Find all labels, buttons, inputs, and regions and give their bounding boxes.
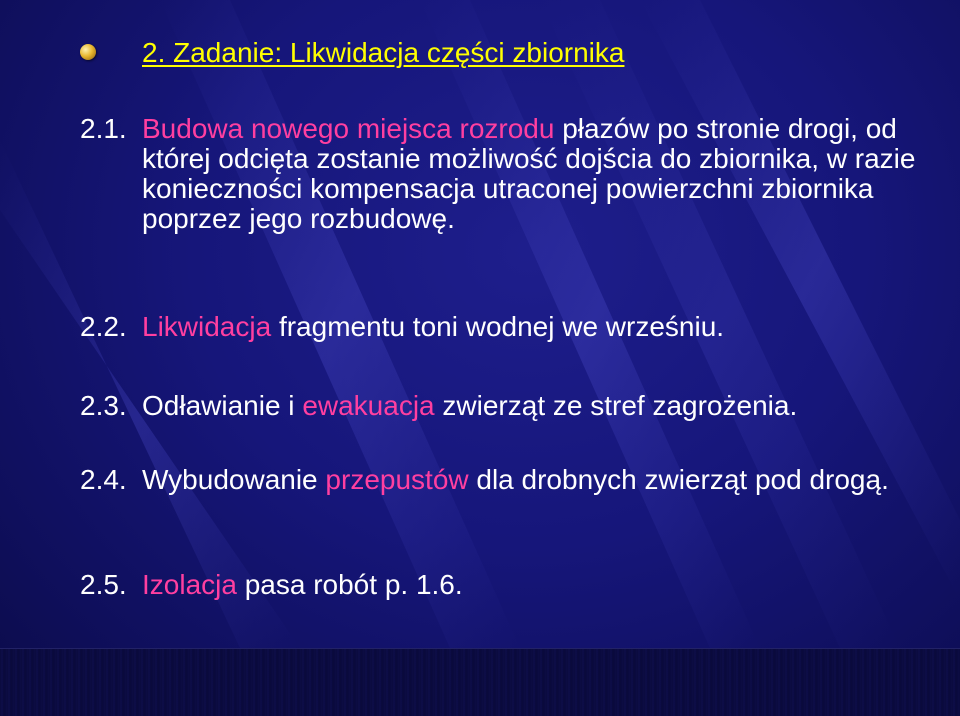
- item-text-before: Wybudowanie: [142, 464, 326, 495]
- item-number: 2.4.: [80, 464, 127, 495]
- slide-title: 2. Zadanie: Likwidacja części zbiornika: [142, 37, 625, 68]
- list-item-2-5: [80, 570, 930, 600]
- list-item-2-4: [80, 465, 930, 495]
- item-text: zwierząt ze stref zagrożenia.: [434, 390, 798, 421]
- item-text: fragmentu toni wodnej we wrześniu.: [271, 311, 725, 342]
- item-body: [142, 391, 930, 421]
- item-body: [142, 312, 930, 342]
- item-number: 2.3.: [80, 390, 127, 421]
- item-text-before: Odławianie i: [142, 390, 303, 421]
- list-item-2-2: [80, 312, 930, 342]
- item-number: 2.2.: [80, 311, 127, 342]
- item-text: dla drobnych zwierząt pod drogą.: [468, 464, 889, 495]
- list-item-2-3: [80, 391, 930, 421]
- bottom-band: [0, 648, 960, 716]
- item-highlight: Likwidacja: [142, 311, 272, 342]
- item-text: pasa robót p. 1.6.: [236, 569, 463, 600]
- list-item-2-1: [80, 114, 930, 234]
- item-number: 2.5.: [80, 569, 127, 600]
- item-highlight: Izolacja: [142, 569, 237, 600]
- item-highlight: przepustów: [325, 464, 469, 495]
- item-body: [142, 114, 930, 234]
- item-number: 2.1.: [80, 113, 127, 144]
- item-highlight: ewakuacja: [302, 390, 435, 421]
- item-highlight: Budowa nowego miejsca rozrodu: [142, 113, 555, 144]
- item-text: płazów po stronie drogi, od której odcięta zostanie możliwość dojścia do zbiornika, w razie konieczności kompensacja utraconej powierzchni zbiornika poprzez jego rozbudowę.: [142, 113, 916, 234]
- item-body: [142, 465, 930, 495]
- item-body: [142, 570, 930, 600]
- gold-sphere-bullet-icon: [80, 44, 96, 60]
